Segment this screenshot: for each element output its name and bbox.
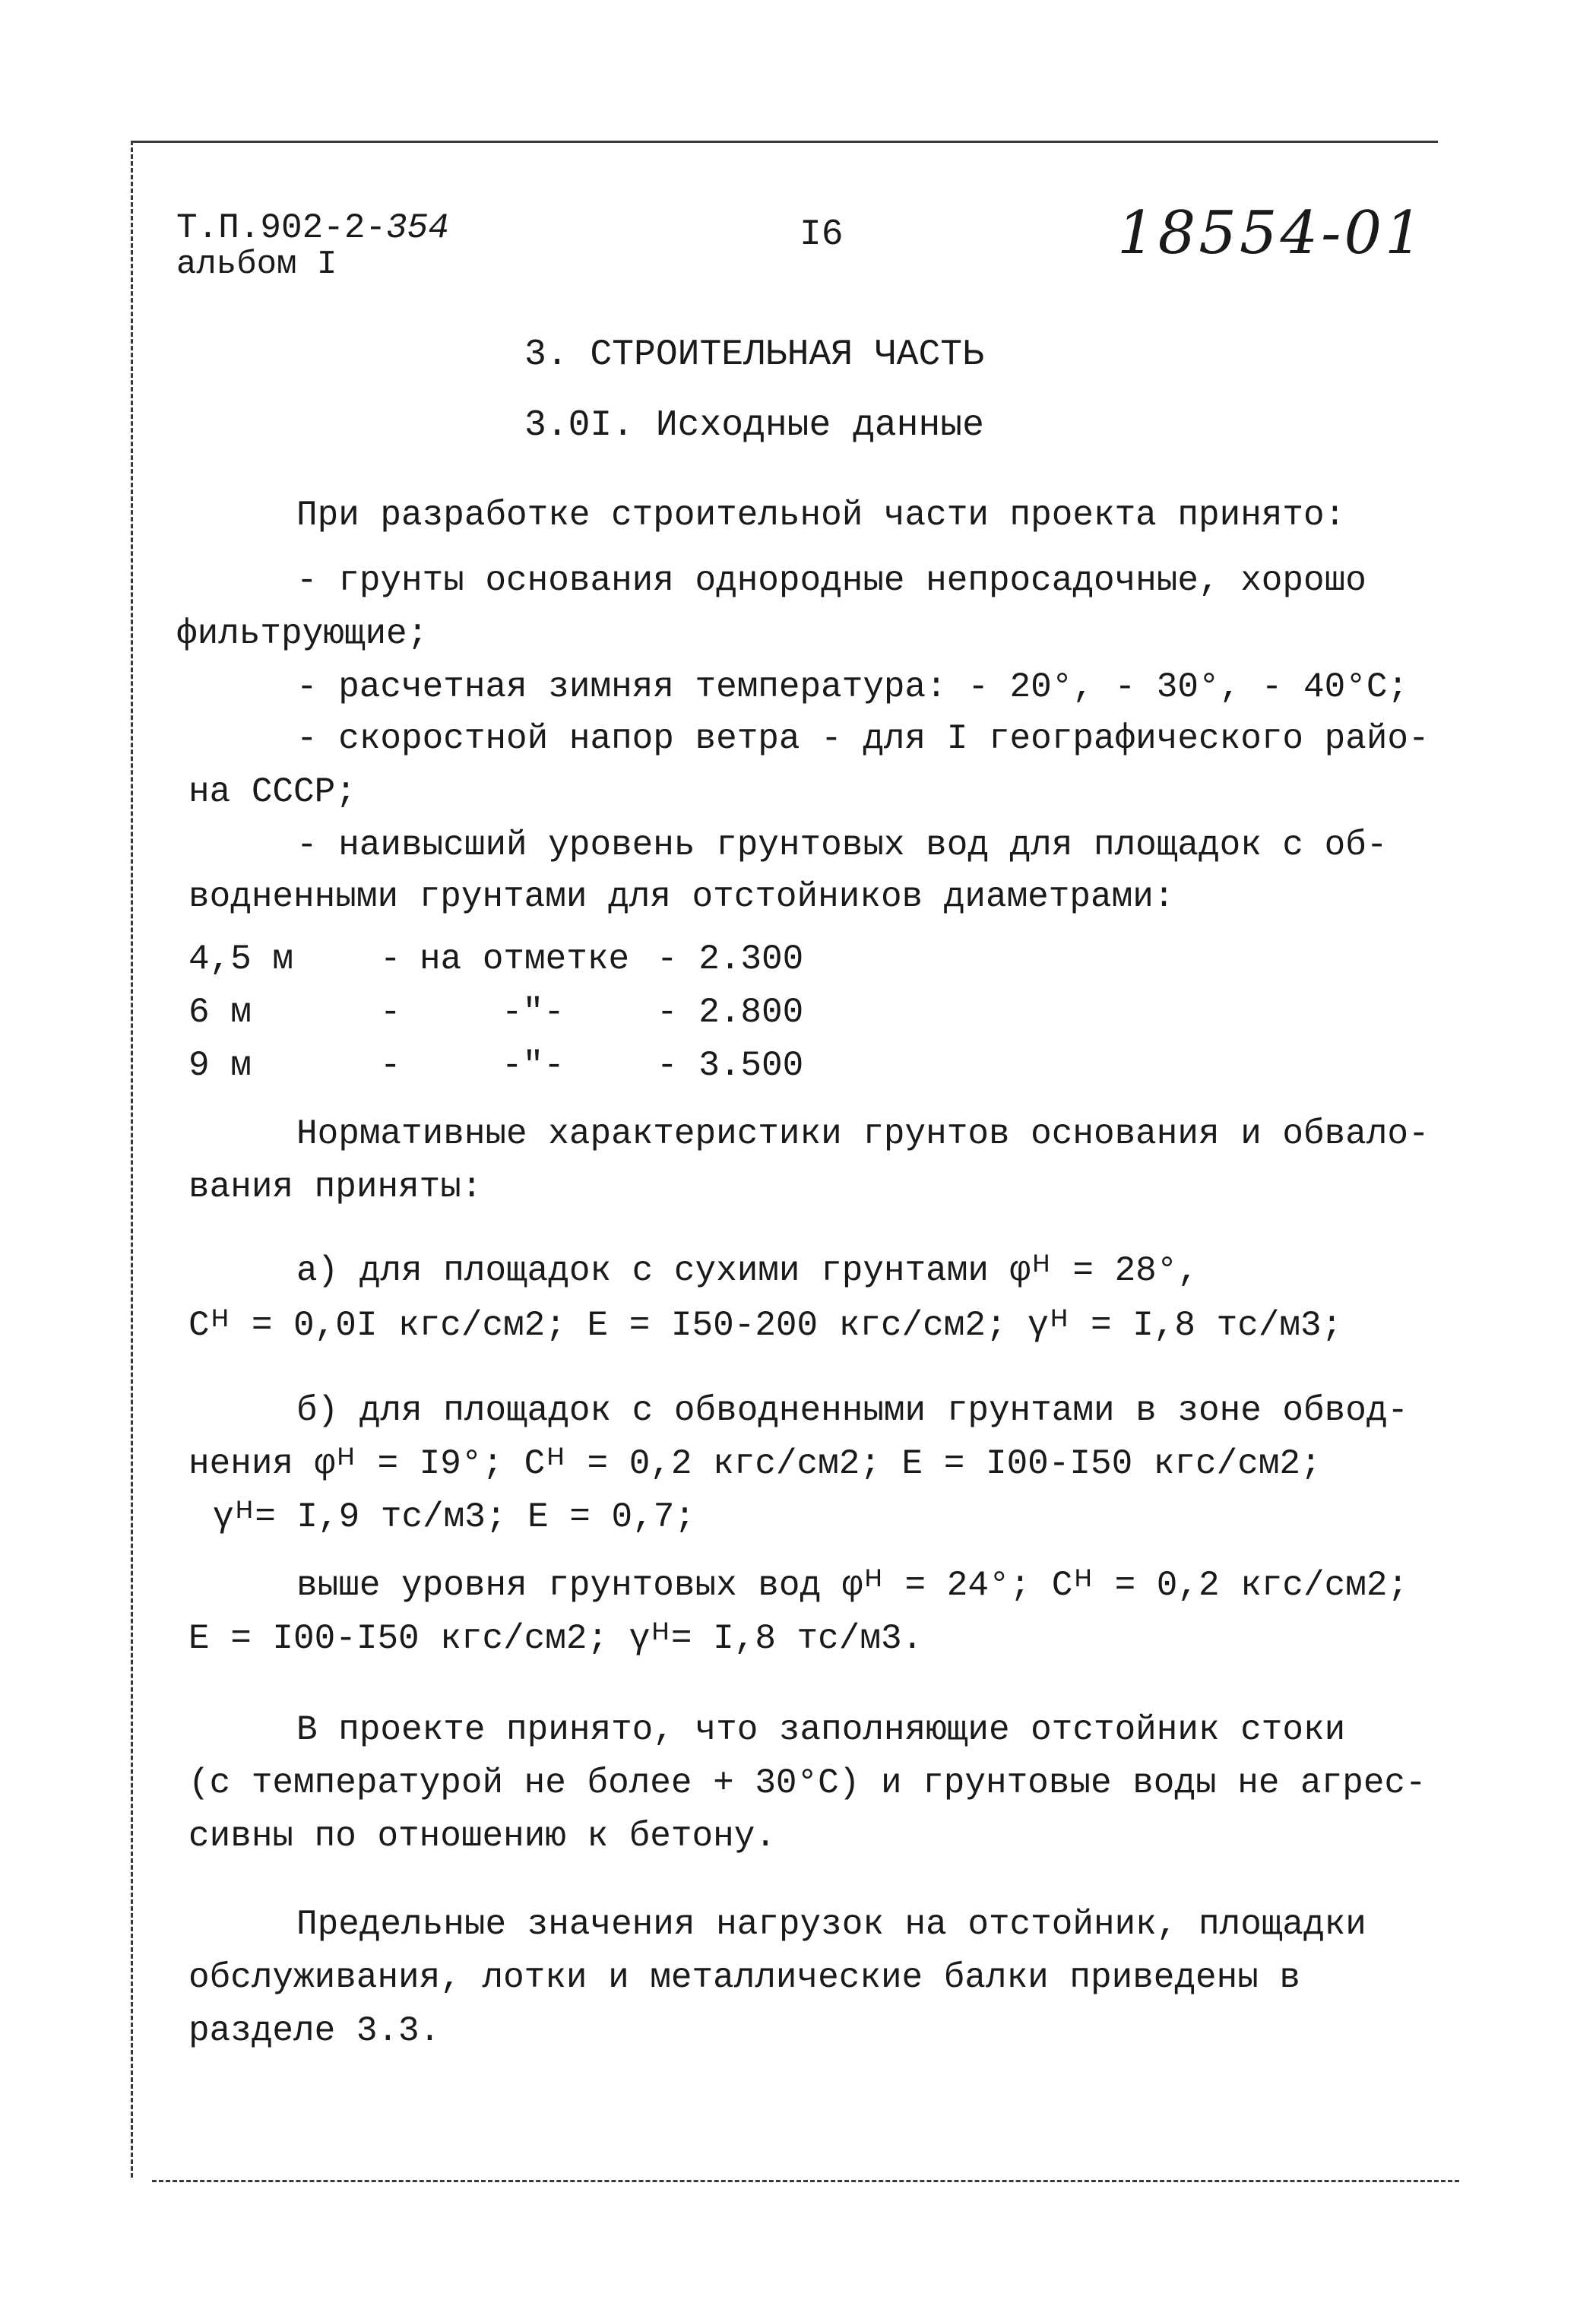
level-place: на отметке [420,939,630,979]
level-value: - 2.300 [657,939,804,979]
level-diameter: 9 м [188,1046,252,1085]
frame-left-border [131,141,133,2178]
paragraph-effluent-line-3: сивны по отношению к бетону. [188,1817,776,1856]
level-diameter: 6 м [188,993,252,1032]
document-code-prefix: Т.П.902-2- [176,208,387,248]
bullet-temperature: - расчетная зимняя температура: - 20°, - 30°, - 40°С; [296,667,1409,707]
section-subtitle: 3.0I. Исходные данные [524,405,984,446]
paragraph-effluent-line-2: (с температурой не более + 30°С) и грунтовые воды не агрес- [188,1763,1427,1803]
case-b-line-1: б) для площадок с обводненными грунтами в зоне обвод- [296,1391,1409,1430]
page-number: I6 [800,214,844,255]
paragraph-effluent-line-1: В проекте принято, что заполняющие отстойник стоки [296,1710,1346,1750]
paragraph-loads-line-1: Предельные значения нагрузок на отстойник, площадки [296,1905,1366,1944]
bullet-wind-line-2: на СССР; [188,772,356,812]
bullet-groundwater-line-1: - наивысший уровень грунтовых вод для площадок с об- [296,825,1388,865]
level-place: -"- [502,1046,565,1085]
bullet-wind-line-1: - скоростной напор ветра - для I географического райо- [296,719,1430,759]
inventory-number: 18554-01 [1117,199,1426,268]
section-title: 3. СТРОИТЕЛЬНАЯ ЧАСТЬ [524,334,984,375]
norm-line-1: Нормативные характеристики грунтов основания и обвало- [296,1114,1430,1154]
level-diameter: 4,5 м [188,939,294,979]
frame-bottom-border [152,2180,1459,2182]
case-c-line-1: выше уровня грунтовых вод φᴴ = 24°; Сᴴ = 0,2 кгс/см2; [296,1566,1409,1605]
level-value: - 3.500 [657,1046,804,1085]
bullet-soil-line-2: фильтрующие; [176,614,429,654]
case-a-line-1: а) для площадок с сухими грунтами φᴴ = 28°, [296,1251,1199,1291]
level-dash: - [380,939,401,979]
paragraph-loads-line-2: обслуживания, лотки и металлические балки приведены в [188,1958,1301,1997]
level-value: - 2.800 [657,993,804,1032]
case-b-line-3: γᴴ= I,9 тс/м3; Е = 0,7; [213,1497,695,1537]
intro-line: При разработке строительной части проекта принято: [296,496,1346,535]
case-b-line-2: нения φᴴ = I9°; Сᴴ = 0,2 кгс/см2; Е = I00-I50 кгс/см2; [188,1444,1322,1484]
paragraph-loads-line-3: разделе 3.3. [188,2011,441,2051]
case-c-line-2: Е = I00-I50 кгс/см2; γᴴ= I,8 тс/м3. [188,1619,923,1658]
document-code [176,208,449,248]
bullet-groundwater-line-2: водненными грунтами для отстойников диаметрами: [188,877,1175,917]
level-dash: - [380,1046,401,1085]
norm-line-2: вания приняты: [188,1167,483,1207]
level-dash: - [380,993,401,1032]
level-place: -"- [502,993,565,1032]
document-code-suffix: 354 [386,208,449,248]
bullet-soil-line-1: - грунты основания однородные непросадочные, хорошо [296,561,1366,600]
album-label: альбом I [176,246,337,284]
case-a-line-2: Сᴴ = 0,0I кгс/см2; Е = I50-200 кгс/см2; γᴴ = I,8 тс/м3; [188,1306,1343,1345]
frame-top-border [131,141,1438,143]
